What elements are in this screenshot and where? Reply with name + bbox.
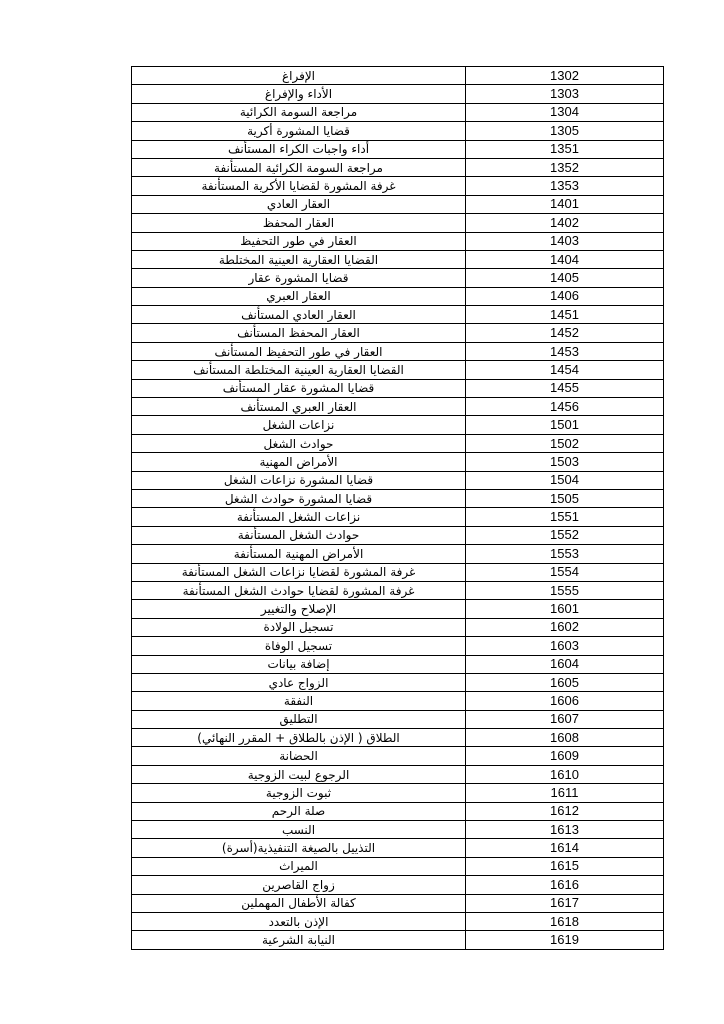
case-type-code-cell: 1406 bbox=[466, 287, 664, 305]
case-type-label-cell: الأمراض المهنية bbox=[132, 453, 466, 471]
case-type-label-cell: الزواج عادي bbox=[132, 673, 466, 691]
case-type-code-cell: 1502 bbox=[466, 434, 664, 452]
case-type-table-container bbox=[131, 66, 663, 950]
case-type-code-cell: 1405 bbox=[466, 269, 664, 287]
case-type-label-cell: ثبوت الزوجية bbox=[132, 784, 466, 802]
table-row bbox=[132, 710, 664, 728]
table-row bbox=[132, 214, 664, 232]
table-row bbox=[132, 103, 664, 121]
case-type-label-cell: التذييل بالصيغة التنفيذية(أسرة) bbox=[132, 839, 466, 857]
table-row bbox=[132, 600, 664, 618]
case-type-code-cell: 1602 bbox=[466, 618, 664, 636]
case-type-table-body bbox=[132, 67, 664, 950]
case-type-label-cell: حوادث الشغل المستأنفة bbox=[132, 526, 466, 544]
table-row bbox=[132, 618, 664, 636]
table-row bbox=[132, 581, 664, 599]
case-type-label-cell: العقار في طور التحفيظ المستأنف bbox=[132, 342, 466, 360]
table-row bbox=[132, 857, 664, 875]
case-type-code-cell: 1451 bbox=[466, 306, 664, 324]
case-type-label-cell: العقار العبري المستأنف bbox=[132, 398, 466, 416]
table-row bbox=[132, 195, 664, 213]
table-row bbox=[132, 655, 664, 673]
case-type-code-cell: 1553 bbox=[466, 545, 664, 563]
table-row bbox=[132, 140, 664, 158]
table-row bbox=[132, 563, 664, 581]
case-type-code-cell: 1302 bbox=[466, 67, 664, 85]
case-type-code-cell: 1551 bbox=[466, 508, 664, 526]
case-type-label-cell: العقار العبري bbox=[132, 287, 466, 305]
table-row bbox=[132, 784, 664, 802]
case-type-code-cell: 1619 bbox=[466, 931, 664, 949]
case-type-label-cell: قضايا المشورة حوادث الشغل bbox=[132, 489, 466, 507]
case-type-label-cell: النسب bbox=[132, 821, 466, 839]
case-type-code-cell: 1404 bbox=[466, 250, 664, 268]
case-type-label-cell: كفالة الأطفال المهملين bbox=[132, 894, 466, 912]
case-type-code-cell: 1608 bbox=[466, 729, 664, 747]
table-row bbox=[132, 729, 664, 747]
case-type-code-cell: 1456 bbox=[466, 398, 664, 416]
case-type-label-cell: قضايا المشورة عقار bbox=[132, 269, 466, 287]
table-row bbox=[132, 324, 664, 342]
case-type-label-cell: تسجيل الوفاة bbox=[132, 637, 466, 655]
case-type-code-cell: 1603 bbox=[466, 637, 664, 655]
table-row bbox=[132, 876, 664, 894]
table-row bbox=[132, 894, 664, 912]
case-type-label-cell: الرجوع لبيت الزوجية bbox=[132, 765, 466, 783]
case-type-label-cell: غرفة المشورة لقضايا الأكرية المستأنفة bbox=[132, 177, 466, 195]
table-row bbox=[132, 306, 664, 324]
table-row bbox=[132, 489, 664, 507]
case-type-code-cell: 1303 bbox=[466, 85, 664, 103]
case-type-code-cell: 1501 bbox=[466, 416, 664, 434]
table-row bbox=[132, 122, 664, 140]
case-type-code-cell: 1611 bbox=[466, 784, 664, 802]
case-type-label-cell: تسجيل الولادة bbox=[132, 618, 466, 636]
case-type-label-cell: إضافة بيانات bbox=[132, 655, 466, 673]
case-type-code-cell: 1353 bbox=[466, 177, 664, 195]
case-type-label-cell: الأمراض المهنية المستأنفة bbox=[132, 545, 466, 563]
table-row bbox=[132, 269, 664, 287]
table-row bbox=[132, 177, 664, 195]
case-type-label-cell: غرفة المشورة لقضايا حوادث الشغل المستأنفة bbox=[132, 581, 466, 599]
case-type-label-cell: النيابة الشرعية bbox=[132, 931, 466, 949]
case-type-label-cell: غرفة المشورة لقضايا نزاعات الشغل المستأنفة bbox=[132, 563, 466, 581]
table-row bbox=[132, 821, 664, 839]
case-type-code-cell: 1617 bbox=[466, 894, 664, 912]
case-type-code-cell: 1604 bbox=[466, 655, 664, 673]
table-row bbox=[132, 508, 664, 526]
case-type-label-cell: التطليق bbox=[132, 710, 466, 728]
table-row bbox=[132, 67, 664, 85]
case-type-label-cell: الطلاق ( الإذن بالطلاق + المقرر النهائي) bbox=[132, 729, 466, 747]
table-row bbox=[132, 637, 664, 655]
table-row bbox=[132, 839, 664, 857]
case-type-label-cell: حوادث الشغل bbox=[132, 434, 466, 452]
case-type-code-cell: 1612 bbox=[466, 802, 664, 820]
case-type-label-cell: العقار العادي bbox=[132, 195, 466, 213]
case-type-label-cell: قضايا المشورة عقار المستأنف bbox=[132, 379, 466, 397]
case-type-code-cell: 1616 bbox=[466, 876, 664, 894]
table-row bbox=[132, 232, 664, 250]
case-type-code-cell: 1607 bbox=[466, 710, 664, 728]
case-type-code-cell: 1453 bbox=[466, 342, 664, 360]
table-row bbox=[132, 250, 664, 268]
case-type-label-cell: العقار العادي المستأنف bbox=[132, 306, 466, 324]
case-type-label-cell: مراجعة السومة الكرائية bbox=[132, 103, 466, 121]
table-row bbox=[132, 673, 664, 691]
case-type-label-cell: الحضانة bbox=[132, 747, 466, 765]
case-type-code-cell: 1455 bbox=[466, 379, 664, 397]
case-type-code-cell: 1305 bbox=[466, 122, 664, 140]
case-type-code-cell: 1351 bbox=[466, 140, 664, 158]
case-type-label-cell: مراجعة السومة الكرائية المستأنفة bbox=[132, 158, 466, 176]
case-type-code-cell: 1554 bbox=[466, 563, 664, 581]
case-type-code-cell: 1555 bbox=[466, 581, 664, 599]
table-row bbox=[132, 434, 664, 452]
case-type-label-cell: أداء واجبات الكراء المستأنف bbox=[132, 140, 466, 158]
case-type-code-cell: 1610 bbox=[466, 765, 664, 783]
case-type-code-cell: 1552 bbox=[466, 526, 664, 544]
case-type-label-cell: الإذن بالتعدد bbox=[132, 912, 466, 930]
table-row bbox=[132, 158, 664, 176]
table-row bbox=[132, 398, 664, 416]
case-type-label-cell: الإصلاح والتغيير bbox=[132, 600, 466, 618]
case-type-label-cell: الأداء والإفراغ bbox=[132, 85, 466, 103]
case-type-code-cell: 1614 bbox=[466, 839, 664, 857]
table-row bbox=[132, 765, 664, 783]
table-row bbox=[132, 545, 664, 563]
table-row bbox=[132, 453, 664, 471]
table-row bbox=[132, 526, 664, 544]
case-type-code-cell: 1601 bbox=[466, 600, 664, 618]
case-type-label-cell: العقار المحفظ المستأنف bbox=[132, 324, 466, 342]
table-row bbox=[132, 692, 664, 710]
case-type-label-cell: قضايا المشورة نزاعات الشغل bbox=[132, 471, 466, 489]
case-type-label-cell: نزاعات الشغل bbox=[132, 416, 466, 434]
case-type-code-cell: 1402 bbox=[466, 214, 664, 232]
table-row bbox=[132, 747, 664, 765]
case-type-label-cell: النفقة bbox=[132, 692, 466, 710]
case-type-label-cell: قضايا المشورة أكرية bbox=[132, 122, 466, 140]
case-type-label-cell: العقار المحفظ bbox=[132, 214, 466, 232]
case-type-code-cell: 1605 bbox=[466, 673, 664, 691]
case-type-code-cell: 1403 bbox=[466, 232, 664, 250]
case-type-label-cell: نزاعات الشغل المستأنفة bbox=[132, 508, 466, 526]
case-type-code-cell: 1503 bbox=[466, 453, 664, 471]
table-row bbox=[132, 287, 664, 305]
case-type-code-cell: 1352 bbox=[466, 158, 664, 176]
case-type-code-cell: 1618 bbox=[466, 912, 664, 930]
table-row bbox=[132, 361, 664, 379]
case-type-label-cell: القضايا العقارية العينية المختلطة bbox=[132, 250, 466, 268]
case-type-label-cell: الإفراغ bbox=[132, 67, 466, 85]
table-row bbox=[132, 85, 664, 103]
case-type-code-cell: 1401 bbox=[466, 195, 664, 213]
case-type-code-cell: 1504 bbox=[466, 471, 664, 489]
table-row bbox=[132, 416, 664, 434]
case-type-label-cell: صلة الرحم bbox=[132, 802, 466, 820]
case-type-label-cell: العقار في طور التحفيظ bbox=[132, 232, 466, 250]
case-type-table bbox=[131, 66, 664, 950]
case-type-label-cell: الميراث bbox=[132, 857, 466, 875]
case-type-code-cell: 1615 bbox=[466, 857, 664, 875]
table-row bbox=[132, 379, 664, 397]
table-row bbox=[132, 342, 664, 360]
case-type-code-cell: 1609 bbox=[466, 747, 664, 765]
case-type-code-cell: 1505 bbox=[466, 489, 664, 507]
table-row bbox=[132, 471, 664, 489]
case-type-label-cell: القضايا العقارية العينية المختلطة المستأنف bbox=[132, 361, 466, 379]
case-type-code-cell: 1304 bbox=[466, 103, 664, 121]
case-type-code-cell: 1452 bbox=[466, 324, 664, 342]
case-type-code-cell: 1606 bbox=[466, 692, 664, 710]
case-type-label-cell: زواج القاصرين bbox=[132, 876, 466, 894]
case-type-code-cell: 1454 bbox=[466, 361, 664, 379]
table-row bbox=[132, 912, 664, 930]
table-row bbox=[132, 802, 664, 820]
table-row bbox=[132, 931, 664, 949]
case-type-code-cell: 1613 bbox=[466, 821, 664, 839]
